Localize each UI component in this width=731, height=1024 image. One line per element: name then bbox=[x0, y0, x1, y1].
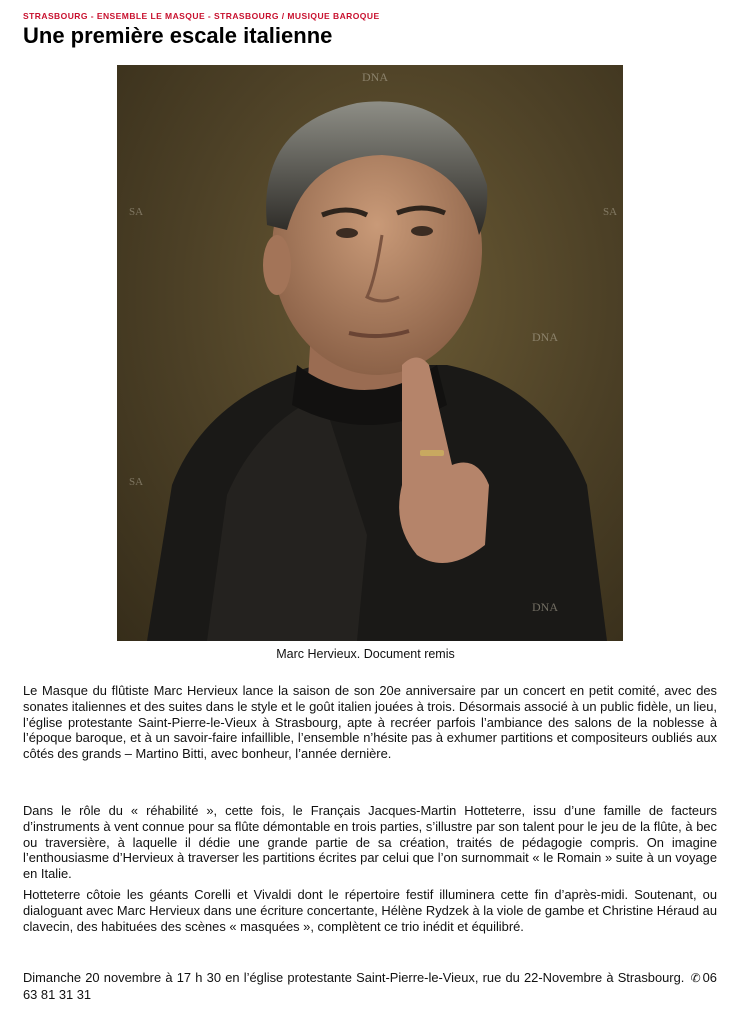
phone-number: 06 63 81 31 31 bbox=[23, 970, 717, 1002]
article-title: Une première escale italienne bbox=[23, 23, 333, 48]
watermark-sa-left: SA bbox=[129, 206, 144, 218]
article-kicker: STRASBOURG - ENSEMBLE LE MASQUE - STRASBOURG / MUSIQUE BAROQUE bbox=[23, 11, 380, 21]
event-info bbox=[23, 970, 717, 1003]
watermark-sa-left-low: SA bbox=[129, 476, 144, 488]
paragraph-2: Dans le rôle du « réhabilité », cette fois, le Français Jacques-Martin Hotteterre, issu d’une famille de facteurs d’instruments à vent connue pour sa flûte démontable en trois parties, s’illustre par son talent pour le jeu de la flûte, à bec ou traversière, à laquelle il dédie une grande partie de sa création, traités de pédagogie compris. On imagine l’enthousiasme d’Hervieux à traverser les partitions écrites par celui que l’on surnommait « le Romain » suite à un voyage en Italie. bbox=[23, 803, 717, 882]
photo-caption: Marc Hervieux. Document remis bbox=[276, 647, 455, 661]
paragraph-1: Le Masque du flûtiste Marc Hervieux lance la saison de son 20e anniversaire par un concert en petit comité, avec des sonates italiennes et des suites dans le style et le goût italien jouées à trois. Désormais associé à un public fidèle, un lieu, l’église protestante Saint-Pierre-le-Vieux à Strasbourg, apte à recréer parfois l’ambiance des salons de la noblesse à l’époque baroque, et à un savoir-faire infaillible, l’ensemble n’hésite pas à exhumer partitions et compositeurs oubliés aux côtés des grands – Martino Bitti, avec bonheur, l’année dernière. bbox=[23, 683, 717, 762]
watermark-dna-mid: DNA bbox=[532, 330, 558, 344]
article-photo bbox=[117, 65, 623, 641]
watermark-dna-top: DNA bbox=[362, 70, 388, 84]
event-details: Dimanche 20 novembre à 17 h 30 en l’église protestante Saint-Pierre-le-Vieux, rue du 22-Novembre à Strasbourg. bbox=[23, 970, 685, 985]
portrait-illustration bbox=[117, 65, 623, 641]
phone-icon: ✆ bbox=[690, 971, 701, 985]
watermark-sa-right: SA bbox=[603, 206, 618, 218]
watermark-dna-bottom: DNA bbox=[532, 600, 558, 614]
paragraph-3: Hotteterre côtoie les géants Corelli et Vivaldi dont le répertoire festif illuminera cette fin d’après-midi. Soutenant, ou dialoguant avec Marc Hervieux dans une écriture concertante, Hélène Rydzek à la viole de gambe et Christine Héraud au clavecin, des habituées des scènes « masquées », complètent ce trio inédit et équilibré. bbox=[23, 887, 717, 934]
